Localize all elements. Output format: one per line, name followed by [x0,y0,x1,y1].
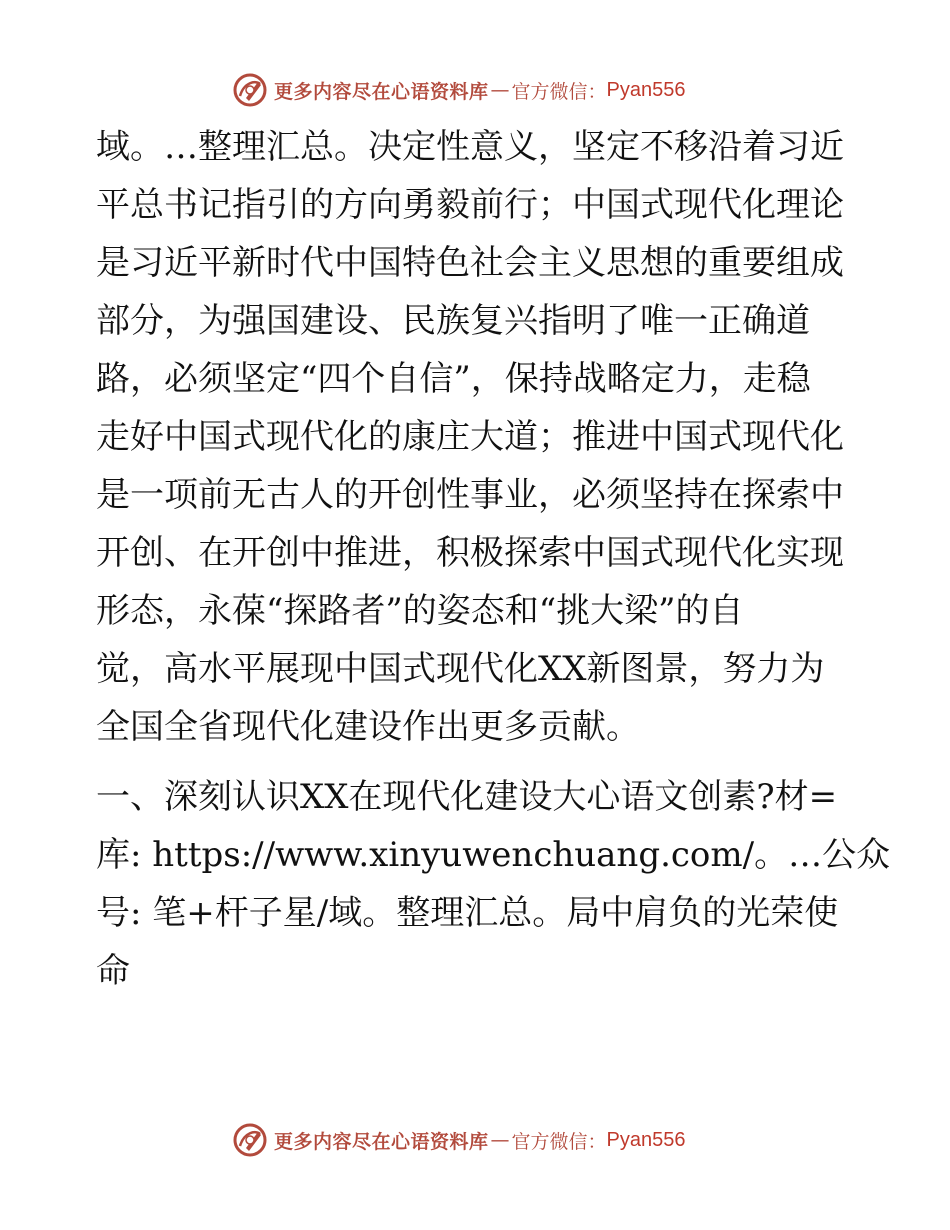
text-line: 是习近平新时代中国特色社会主义思想的重要组成 [96,243,844,283]
document-body [96,118,891,1000]
footer-brand-text: 更多内容尽在心语资料库 [274,1130,489,1153]
header-sub-text: 官方微信： [511,80,607,103]
paragraph-2 [96,768,891,1000]
footer-wechat-handle: Pyan556 [606,1128,686,1151]
text-line: 域。…整理汇总。决定性意义，坚定不移沿着习近 [96,127,844,167]
header-brand-text: 更多内容尽在心语资料库 [274,80,489,103]
pen-logo-icon [232,1122,268,1158]
text-line: 开创、在开创中推进，积极探索中国式现代化实现 [96,533,844,573]
header-wechat-handle: Pyan556 [606,78,686,101]
text-line: 走好中国式现代化的康庄大道；推进中国式现代化 [96,417,844,457]
text-line: 命 [96,951,130,991]
text-line: 是一项前无古人的开创性事业，必须坚持在探索中 [96,475,844,515]
text-line: 形态，永葆“探路者”的姿态和“挑大梁”的自 [96,591,744,631]
paragraph-1 [96,118,856,756]
footer-sub-text: 官方微信： [511,1130,607,1153]
text-line: 平总书记指引的方向勇毅前行；中国式现代化理论 [96,185,844,225]
header-separator: — [490,79,510,101]
text-line: 部分，为强国建设、民族复兴指明了唯一正确道 [96,301,810,341]
text-line: 全国全省现代化建设作出更多贡献。 [96,707,640,747]
footer-separator: — [490,1129,510,1151]
text-line: 号: 笔+杆子星/域。整理汇总。局中肩负的光荣使 [96,893,839,933]
pen-logo-icon [232,72,268,108]
paragraph-spacer [96,756,856,768]
footer-banner [232,1120,686,1160]
text-line: 路，必须坚定“四个自信”，保持战略定力，走稳 [96,359,811,399]
text-line: 库: https://www.xinyuwenchuang.com/。…公众 [96,835,891,875]
header-banner [232,70,686,110]
text-line: 一、深刻认识XX在现代化建设大心语文创素?材= [96,777,838,817]
text-line: 觉，高水平展现中国式现代化XX新图景，努力为 [96,649,825,689]
